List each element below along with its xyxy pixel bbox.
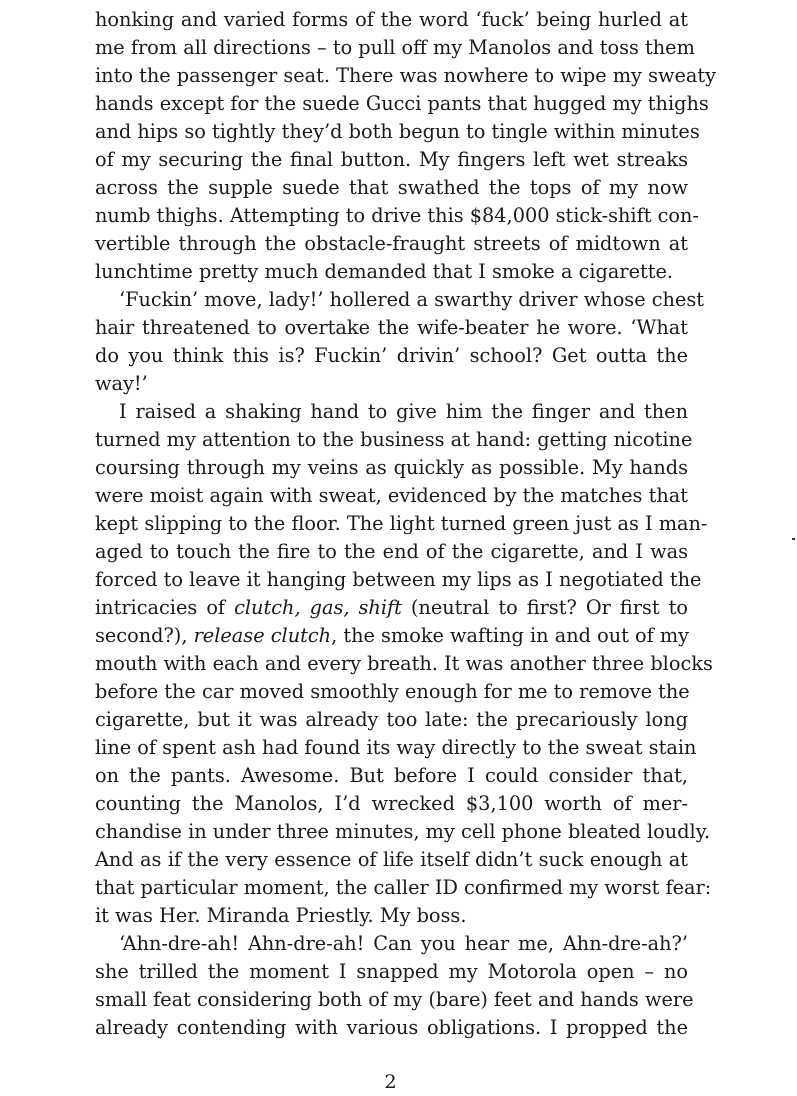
text-line: ‘Ahn-dre-ah! Ahn-dre-ah! Can you hear me, Ahn-dre-ah?’: [119, 932, 688, 955]
text-line: I raised a shaking hand to give him the finger and then: [119, 400, 688, 423]
paragraph-1: [95, 6, 717, 286]
text-line: way!’: [95, 372, 148, 395]
text-line: of my securing the final button. My fingers left wet streaks: [95, 148, 688, 171]
text-segment: (neutral to first? Or first to: [401, 596, 688, 619]
text-line: [95, 622, 688, 650]
text-line: line of spent ash had found its way directly to the sweat stain: [95, 736, 697, 759]
text-line: honking and varied forms of the word ‘fuck’ being hurled at: [95, 8, 688, 31]
text-line: turned my attention to the business at hand: getting nicotine: [95, 428, 693, 451]
text-line: forced to leave it hanging between my lips as I negotiated the: [95, 568, 702, 591]
text-line: kept slipping to the floor. The light turned green just as I man-: [95, 512, 708, 535]
text-line: coursing through my veins as quickly as possible. My hands: [95, 456, 688, 479]
text-line: chandise in under three minutes, my cell phone bleated loudly.: [95, 820, 711, 843]
text-line: that particular moment, the caller ID confirmed my worst fear:: [95, 876, 712, 899]
paragraph-3: [95, 398, 713, 930]
text-line: mouth with each and every breath. It was another three blocks: [95, 652, 713, 675]
text-line: it was Her. Miranda Priestly. My boss.: [95, 904, 467, 927]
text-line: before the car moved smoothly enough for me to remove the: [95, 680, 690, 703]
text-line: she trilled the moment I snapped my Motorola open – no: [95, 960, 688, 983]
text-line: and hips so tightly they’d both begun to tingle within minutes: [95, 120, 700, 143]
text-segment: second?),: [95, 624, 194, 647]
text-line: lunchtime pretty much demanded that I smoke a cigarette.: [95, 260, 674, 283]
paragraph-4: [95, 930, 694, 1042]
paragraph-2: [95, 286, 705, 398]
italic-text: clutch, gas, shift: [234, 596, 402, 619]
text-line: on the pants. Awesome. But before I could consider that,: [95, 764, 688, 787]
text-line: And as if the very essence of life itself didn’t suck enough at: [95, 848, 688, 871]
page-number: 2: [384, 1071, 397, 1093]
italic-text: release clutch: [193, 624, 332, 647]
text-line: into the passenger seat. There was nowhere to wipe my sweaty: [95, 64, 717, 87]
text-line: me from all directions – to pull off my Manolos and toss them: [95, 36, 695, 59]
text-line: hands except for the suede Gucci pants that hugged my thighs: [95, 92, 709, 115]
text-line: aged to touch the fire to the end of the cigarette, and I was: [95, 540, 688, 563]
text-segment: intricacies of: [95, 596, 235, 619]
text-line: cigarette, but it was already too late: the precariously long: [95, 708, 688, 731]
text-line: vertible through the obstacle-fraught streets of midtown at: [95, 232, 688, 255]
text-segment: , the smoke wafting in and out of my: [331, 624, 690, 647]
text-line: small feat considering both of my (bare) feet and hands were: [95, 988, 694, 1011]
text-line: do you think this is? Fuckin’ drivin’ school? Get outta the: [95, 344, 688, 367]
text-line: already contending with various obligations. I propped the: [95, 1016, 688, 1039]
text-line: numb thighs. Attempting to drive this $84,000 stick-shift con-: [95, 204, 699, 227]
text-line: were moist again with sweat, evidenced by the matches that: [95, 484, 688, 507]
text-line: across the supple suede that swathed the tops of my now: [95, 176, 688, 199]
text-line: counting the Manolos, I’d wrecked $3,100 worth of mer-: [95, 792, 688, 815]
text-line: ‘Fuckin’ move, lady!’ hollered a swarthy driver whose chest: [119, 288, 705, 311]
scan-speck: [792, 538, 795, 540]
text-line: hair threatened to overtake the wife-beater he wore. ‘What: [95, 316, 688, 339]
page-body: [95, 6, 717, 1042]
text-line: [95, 594, 688, 622]
